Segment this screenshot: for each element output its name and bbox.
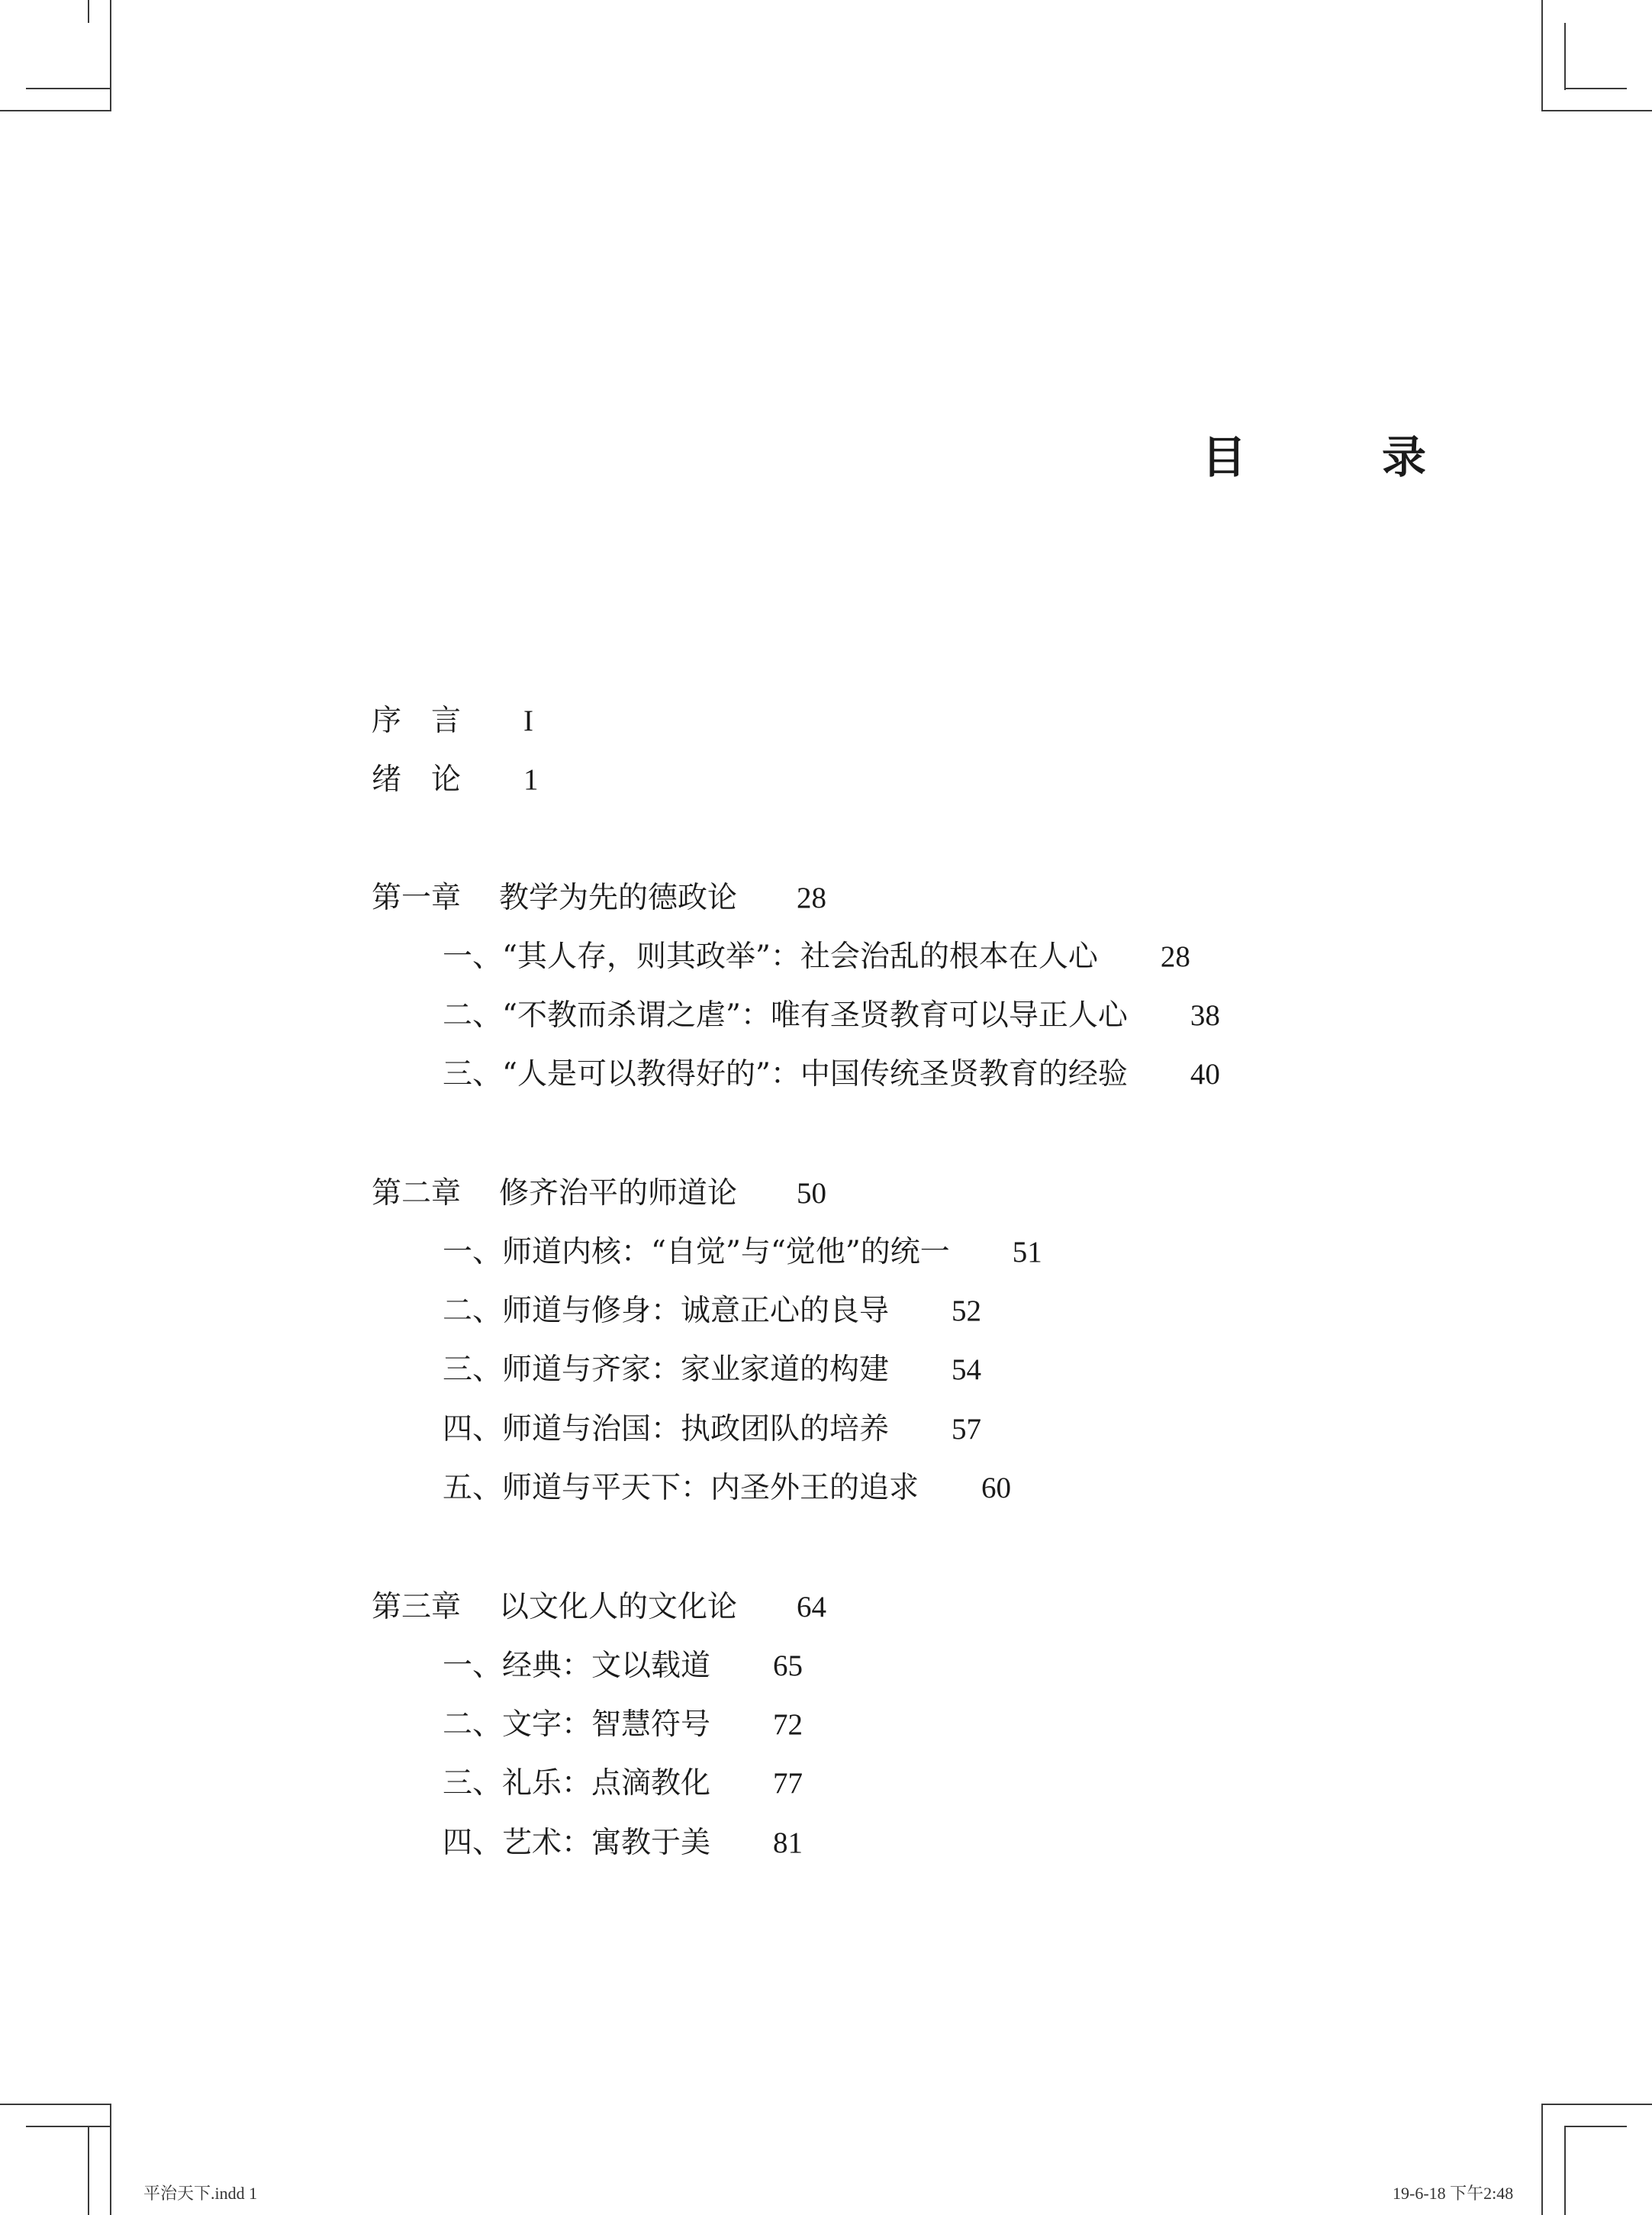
toc-section-3-2[interactable] [443, 1707, 803, 1742]
crop-mark-bottom-left-vertical [110, 2104, 111, 2215]
section-title: 四、艺术：寓教于美 [443, 1826, 711, 1860]
toc-entry-page: 28 [1160, 940, 1190, 973]
toc-entry-introduction[interactable] [372, 765, 539, 795]
toc-entry-page: 65 [773, 1649, 803, 1682]
toc-entry-page: 60 [981, 1472, 1012, 1504]
crop-mark-bottom-right-inner [1564, 2126, 1566, 2215]
toc-chapter-3[interactable] [372, 1592, 826, 1622]
page-title: 目 录 [1202, 431, 1473, 483]
toc-entry-preface[interactable] [372, 706, 533, 736]
toc-entry-page: 1 [523, 763, 539, 796]
toc-entry-page: 52 [952, 1295, 982, 1327]
chapter-number: 第三章 [372, 1590, 462, 1624]
crop-mark-top-left-inner [88, 0, 89, 23]
toc-entry-page: 38 [1190, 999, 1220, 1032]
crop-mark-top-right-inner [1564, 23, 1566, 90]
crop-mark-bottom-right-vertical [1541, 2104, 1543, 2215]
section-title: 一、经典：文以载道 [443, 1649, 711, 1683]
toc-entry-page: 64 [797, 1591, 827, 1623]
chapter-title: 以文化人的文化论 [499, 1590, 738, 1624]
toc-section-1-2[interactable] [443, 998, 1220, 1033]
section-title: 三、“人是可以教得好的”：中国传统圣贤教育的经验 [443, 1057, 1128, 1091]
section-title: 三、师道与齐家：家业家道的构建 [443, 1353, 890, 1387]
toc-entry-label: 序 言 [372, 704, 462, 738]
toc-entry-label: 绪 论 [372, 763, 462, 797]
crop-mark-top-right-inner-h [1564, 88, 1627, 89]
toc-section-3-1[interactable] [443, 1651, 803, 1681]
toc-section-3-3[interactable] [443, 1766, 803, 1801]
crop-mark-top-left-inner-h [0, 110, 111, 111]
toc-entry-page: 57 [952, 1413, 982, 1446]
toc-section-2-2[interactable] [443, 1296, 981, 1326]
crop-mark-bottom-right-inner-h [1564, 2126, 1627, 2127]
section-title: 三、礼乐：点滴教化 [443, 1766, 711, 1801]
toc-entry-page: 50 [797, 1177, 827, 1210]
toc-section-1-1[interactable] [443, 942, 1190, 972]
toc-entry-page: 28 [797, 882, 827, 914]
toc-chapter-1[interactable] [372, 883, 826, 913]
toc-section-2-5[interactable] [443, 1473, 1011, 1503]
section-title: 二、“不教而杀谓之虐”：唯有圣贤教育可以导正人心 [443, 998, 1128, 1033]
section-title: 二、文字：智慧符号 [443, 1707, 711, 1742]
toc-entry-page: 81 [773, 1826, 803, 1859]
crop-mark-top-right-horizontal [1541, 110, 1652, 111]
section-title: 一、师道内核：“自觉”与“觉他”的统一 [443, 1235, 950, 1269]
toc-section-2-1[interactable] [443, 1237, 1042, 1267]
chapter-number: 第一章 [372, 881, 462, 915]
section-title: 一、“其人存，则其政举”：社会治乱的根本在人心 [443, 940, 1098, 974]
crop-mark-bottom-left-horizontal [0, 2104, 111, 2105]
toc-entry-page: 77 [773, 1767, 803, 1800]
toc-section-2-4[interactable] [443, 1414, 981, 1444]
print-slug-file: 平治天下.indd 1 [143, 2184, 258, 2203]
crop-mark-top-left-vertical [110, 0, 111, 111]
chapter-title: 修齐治平的师道论 [499, 1176, 738, 1211]
toc-entry-page: 72 [773, 1708, 803, 1741]
toc-section-2-3[interactable] [443, 1355, 981, 1385]
toc-entry-page: 51 [1012, 1236, 1042, 1269]
crop-mark-top-right-vertical [1541, 0, 1543, 111]
crop-mark-bottom-right-horizontal [1541, 2104, 1652, 2105]
print-slug-timestamp: 19-6-18 下午2:48 [1393, 2184, 1514, 2203]
toc-section-3-4[interactable] [443, 1828, 803, 1858]
chapter-number: 第二章 [372, 1176, 462, 1211]
toc-entry-page: 40 [1190, 1058, 1220, 1091]
toc-entry-page: 54 [952, 1353, 982, 1386]
section-title: 五、师道与平天下：内圣外王的追求 [443, 1471, 919, 1505]
chapter-title: 教学为先的德政论 [499, 881, 738, 915]
toc-section-1-3[interactable] [443, 1059, 1220, 1089]
toc-chapter-2[interactable] [372, 1176, 827, 1211]
crop-mark-bottom-left-inner-h [26, 2126, 111, 2127]
section-title: 二、师道与修身：诚意正心的良导 [443, 1294, 890, 1328]
crop-mark-top-left-horizontal [26, 88, 111, 89]
toc-entry-page: I [523, 704, 534, 737]
crop-mark-bottom-left-inner [88, 2126, 89, 2215]
section-title: 四、师道与治国：执政团队的培养 [443, 1412, 890, 1446]
